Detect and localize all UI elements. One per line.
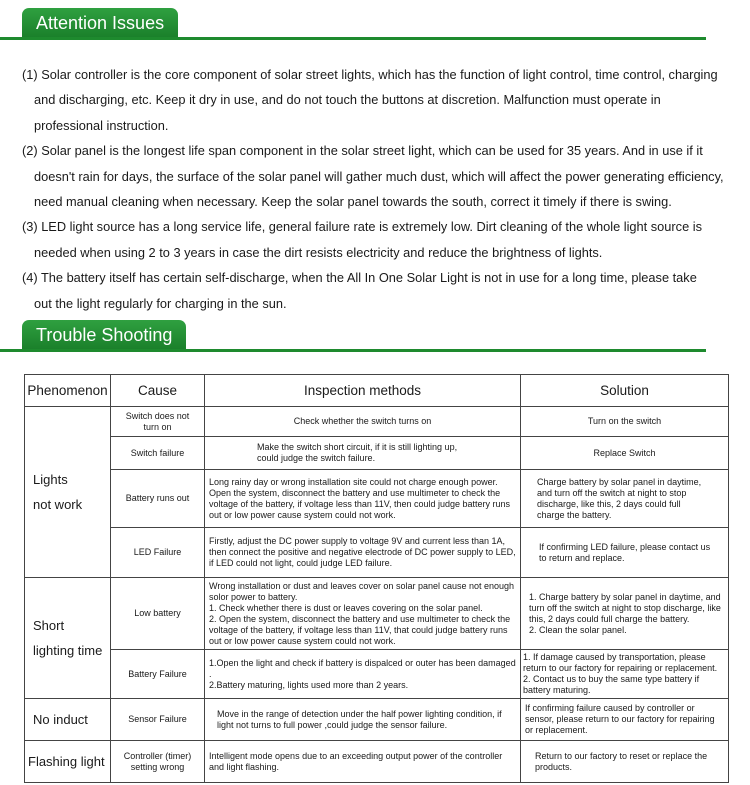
note-line: professional instruction. <box>34 117 169 133</box>
phenomenon-line: No induct <box>33 712 88 727</box>
cause-cell: Battery runs out <box>111 470 205 528</box>
note-line: out the light regularly for charging in the sun. <box>34 295 287 311</box>
phenomenon-lights-not-work <box>25 407 111 578</box>
cause-cell: Low battery <box>111 578 205 650</box>
attention-header <box>22 8 178 38</box>
note-line: (2) Solar panel is the longest life span component in the solar street light, which can be used for 35 years. And in use if it <box>22 143 703 159</box>
note-line: (1) Solar controller is the core component of solar street lights, which has the function of light control, time control, charging <box>22 67 718 82</box>
header-inspection: Inspection methods <box>205 375 521 407</box>
solution-cell: Replace Switch <box>521 437 729 470</box>
table-row <box>25 578 729 650</box>
phenomenon-short-lighting-time <box>25 578 111 699</box>
trouble-header <box>22 320 186 350</box>
inspection-cell: Make the switch short circuit, if it is still lighting up, could judge the switch failure. <box>205 437 521 470</box>
cause-cell: LED Failure <box>111 528 205 578</box>
phenomenon-line: Flashing light <box>28 754 105 769</box>
inspection-cell: 1.Open the light and check if battery is dispalced or outer has been damaged . 2.Battery maturing, lights used more than 2 years. <box>205 650 521 699</box>
attention-notes <box>22 62 740 316</box>
cause-cell: Controller (timer) setting wrong <box>111 741 205 783</box>
table-row <box>25 650 729 699</box>
inspection-cell: Intelligent mode opens due to an exceeding output power of the controller and light flashing. <box>205 741 521 783</box>
cause-cell: Battery Failure <box>111 650 205 699</box>
solution-cell: If confirming failure caused by controller or sensor, please return to our factory for repairing or replacement. <box>521 699 729 741</box>
table-row <box>25 741 729 783</box>
note-line: and discharging, etc. Keep it dry in use, and do not touch the buttons at discretion. Malfunction must operate in <box>34 92 661 108</box>
phenomenon-line: not work <box>33 497 83 512</box>
phenomenon-no-induct <box>25 699 111 741</box>
table-row <box>25 437 729 470</box>
cause-cell: Switch failure <box>111 437 205 470</box>
table-row <box>25 407 729 437</box>
note-line: (4) The battery itself has certain self-discharge, when the All In One Solar Light is not in use for a long time, please take <box>22 270 697 286</box>
header-solution: Solution <box>521 375 729 407</box>
header-cause: Cause <box>111 375 205 407</box>
trouble-title: Trouble Shooting <box>22 320 186 350</box>
note-line: doesn't rain for days, the surface of the solar panel will gather much dust, which will affect the power generating efficiency, <box>34 168 724 184</box>
attention-title: Attention Issues <box>22 8 178 38</box>
note-line: need manual cleaning when necessary. Keep the solar panel towards the south, correct it timely if there is swing. <box>34 194 672 210</box>
phenomenon-line: lighting time <box>33 643 103 658</box>
table-header-row <box>25 375 729 407</box>
trouble-rule <box>0 349 706 352</box>
inspection-cell: Wrong installation or dust and leaves cover on solar panel cause not enough solor power to battery. 1. Check whether there is dust or leaves covering on the solar panel. 2. Open the system, disconnect the battery and use multimeter to check the voltage of the battery, if voltage less than 11V, that could judge battery runs out or low power cause system could not work. <box>205 578 521 650</box>
attention-rule <box>0 37 706 40</box>
solution-cell: 1. Charge battery by solar panel in daytime, and turn off the switch at night to stop discharge, like this, 2 days could full charge the battery. 2. Clean the solar panel. <box>521 578 729 650</box>
phenomenon-line: Lights <box>33 472 68 487</box>
cause-cell: Switch does not turn on <box>111 407 205 437</box>
solution-cell: 1. If damage caused by transportation, please return to our factory for repairing or replacement. 2. Contact us to buy the same type battery if battery maturing. <box>521 650 729 699</box>
header-phenomenon: Phenomenon <box>25 375 111 407</box>
table-row <box>25 470 729 528</box>
phenomenon-line: Short <box>33 618 65 633</box>
inspection-cell: Firstly, adjust the DC power supply to voltage 9V and current less than 1A, then connect the positive and negative electrode of DC power supply to LED, if LED could not light, could judge LED failure. <box>205 528 521 578</box>
note-line: (3) LED light source has a long service life, general failure rate is extremely low. Dirt cleaning of the whole light source is <box>22 219 702 235</box>
solution-cell: Charge battery by solar panel in daytime, and turn off the switch at night to stop discharge, like this, 2 days could full charge the battery. <box>521 470 729 528</box>
solution-cell: Return to our factory to reset or replace the products. <box>521 741 729 783</box>
table-row <box>25 699 729 741</box>
note-line: needed when using 2 to 3 years in case the dirt resists electricity and reduce the brightness of lights. <box>34 244 603 260</box>
solution-cell: If confirming LED failure, please contact us to return and replace. <box>521 528 729 578</box>
trouble-table <box>24 374 729 783</box>
table-row <box>25 528 729 578</box>
inspection-cell: Move in the range of detection under the half power lighting condition, if light not turns to full power ,could judge the sensor failure. <box>205 699 521 741</box>
inspection-cell: Check whether the switch turns on <box>205 407 521 437</box>
inspection-cell: Long rainy day or wrong installation site could not charge enough power. Open the system, disconnect the battery and use multimeter to check the voltage of the battery, if voltage less than 11V, then could judge battery runs out or low power cause system could not work. <box>205 470 521 528</box>
cause-cell: Sensor Failure <box>111 699 205 741</box>
solution-cell: Turn on the switch <box>521 407 729 437</box>
phenomenon-flashing-light <box>25 741 111 783</box>
